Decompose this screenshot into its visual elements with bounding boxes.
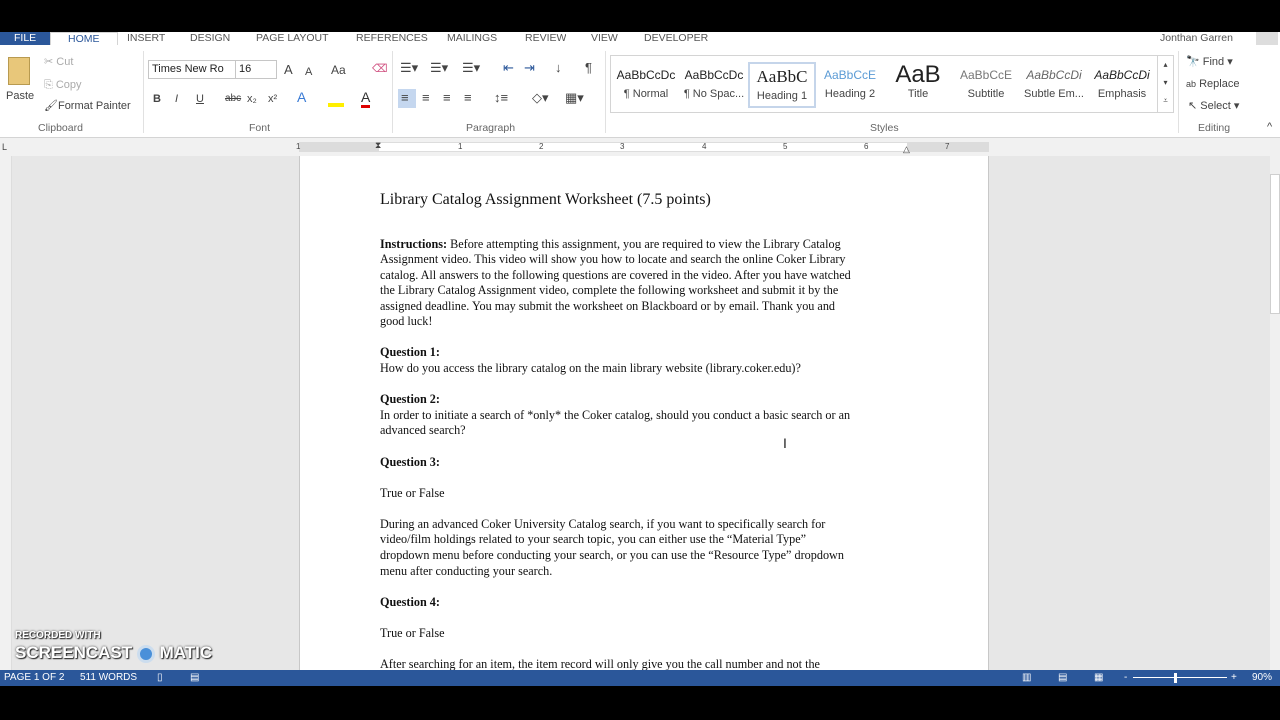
zoom-out-button[interactable]: - [1124, 672, 1128, 683]
collapse-ribbon-icon[interactable]: ^ [1267, 121, 1273, 133]
instructions-text: Before attempting this assignment, you are required to view the Library Catalog [447, 237, 841, 251]
divider [392, 51, 393, 133]
style-name: Subtle Em... [1024, 88, 1084, 100]
tab-view[interactable]: VIEW [591, 32, 618, 44]
tab-home[interactable]: HOME [50, 32, 118, 45]
style-preview: AaBbCcE [959, 68, 1013, 82]
italic-button[interactable]: I [175, 93, 179, 105]
screencast-watermark [15, 630, 212, 663]
paste-icon[interactable] [8, 57, 30, 85]
style-subtitle[interactable] [952, 62, 1020, 108]
tab-mailings[interactable]: MAILINGS [447, 32, 498, 44]
question-2-text: advanced search? [380, 423, 466, 437]
question-1-text: How do you access the library catalog on the main library website (library.coker.edu)? [380, 361, 801, 375]
vertical-ruler [0, 156, 12, 670]
style-name: Title [907, 88, 929, 100]
style-title[interactable] [884, 62, 952, 108]
copy-button[interactable] [44, 78, 82, 92]
show-formatting-button[interactable]: ¶ [585, 60, 592, 75]
copy-icon: ⎘ [44, 79, 56, 91]
ruler-number: 1 [458, 142, 463, 151]
style-preview: AaBbCcDi [1094, 68, 1150, 82]
zoom-in-button[interactable]: + [1231, 672, 1237, 683]
styles-scroll[interactable]: ▴ ▾ ⩡ [1157, 56, 1173, 112]
question-3-text: During an advanced Coker University Catalog search, if you want to specifically search for [380, 517, 826, 531]
right-indent-marker[interactable]: △ [903, 144, 910, 154]
tab-developer[interactable]: DEVELOPER [644, 32, 709, 44]
style-heading-1[interactable] [748, 62, 816, 108]
format-painter-button[interactable] [44, 99, 131, 113]
style-name: Heading 2 [824, 88, 876, 100]
horizontal-ruler[interactable] [0, 138, 1280, 156]
bold-button[interactable]: B [153, 93, 161, 105]
tab-review[interactable]: REVIEW [525, 32, 567, 44]
copy-label: Copy [55, 79, 82, 91]
format-painter-label: Format Painter [57, 100, 131, 112]
proofing-icon[interactable]: ▯ [157, 672, 163, 683]
clear-formatting-icon[interactable]: ⌫ [372, 63, 388, 75]
select-button[interactable]: ↖ Select ▾ [1188, 100, 1240, 112]
change-case-button[interactable]: Aa [331, 63, 346, 77]
paste-button[interactable]: Paste [6, 90, 35, 102]
style-preview: AaB [895, 62, 941, 88]
style-preview: AaBbCcDc [684, 68, 744, 82]
style-preview: AaBbCcE [823, 68, 877, 82]
multilevel-list-icon[interactable]: ☰▾ [462, 60, 481, 75]
ribbon [0, 45, 1280, 138]
question-1-label: Question 1: [380, 345, 440, 359]
font-color-button[interactable]: A [361, 90, 370, 108]
style-preview: AaBbC [756, 67, 808, 86]
instructions-line: good luck! [380, 314, 433, 328]
binoculars-icon: 🔭 [1186, 56, 1200, 68]
read-mode-icon[interactable]: ▥ [1022, 672, 1032, 683]
scissors-icon: ✂ [44, 56, 57, 68]
watermark-line: MATIC [159, 643, 213, 662]
line-spacing-icon[interactable]: ↕≡ [494, 90, 509, 105]
tab-selector-icon[interactable]: L [2, 142, 8, 152]
zoom-slider-thumb[interactable] [1174, 673, 1177, 683]
style-name: ¶ Normal [623, 88, 669, 100]
numbering-icon[interactable]: ☰▾ [430, 60, 449, 75]
cursor-icon: ↖ [1188, 100, 1198, 112]
find-button[interactable]: 🔭 Find ▾ [1186, 56, 1233, 68]
ruler-number: 6 [864, 142, 869, 151]
replace-button[interactable] [1186, 77, 1239, 91]
word-count[interactable]: 511 WORDS [80, 672, 138, 683]
style-subtle-emphasis[interactable] [1020, 62, 1088, 108]
styles-group-label: Styles [870, 122, 899, 134]
brush-icon: 🖌 [44, 100, 58, 112]
avatar[interactable] [1256, 32, 1278, 45]
instructions-label: Instructions: [380, 237, 448, 251]
tab-insert[interactable]: INSERT [127, 32, 166, 44]
page-count[interactable]: PAGE 1 OF 2 [4, 672, 65, 683]
style-emphasis[interactable] [1088, 62, 1156, 108]
divider [605, 51, 606, 133]
instructions-line: catalog. All answers to the following questions are covered in the video. After you have watched [380, 268, 851, 282]
instructions-line: the Library Catalog Assignment video, complete the following worksheet and submit it by the [380, 283, 839, 297]
shrink-font-button[interactable]: A [305, 66, 313, 78]
style-heading-2[interactable] [816, 62, 884, 108]
editing-group-label: Editing [1198, 122, 1231, 134]
style-name: ¶ No Spac... [683, 88, 745, 100]
text-cursor-icon: I [783, 435, 787, 451]
strikethrough-button[interactable]: abc [225, 93, 242, 104]
watermark-line: SCREENCAST [15, 643, 133, 662]
instructions-line: Assignment video. This video will show you how to locate and search the online Coker Library [380, 252, 846, 266]
instructions-line [380, 237, 841, 252]
style-name: Emphasis [1097, 88, 1147, 100]
highlight-color-icon[interactable] [328, 95, 344, 107]
style-preview: AaBbCcDi [1026, 68, 1082, 82]
text-effects-button[interactable]: A [297, 89, 307, 105]
vertical-scrollbar[interactable] [1270, 138, 1280, 670]
subscript-button[interactable]: x₂ [247, 93, 257, 105]
superscript-button[interactable]: x² [268, 93, 278, 105]
style-name: Subtitle [967, 88, 1005, 100]
underline-button[interactable]: U [196, 93, 204, 105]
replace-icon: ab [1186, 79, 1197, 89]
question-3-true-false: True or False [380, 486, 445, 500]
web-layout-icon[interactable]: ▦ [1094, 672, 1104, 683]
find-label: Find [1202, 56, 1225, 68]
question-2-label: Question 2: [380, 392, 440, 406]
bullets-icon[interactable]: ☰▾ [400, 60, 419, 75]
question-3-text: dropdown menu before conducting your search, or you can use the “Resource Type” dropdown [380, 548, 844, 562]
divider [1178, 51, 1179, 133]
align-right-icon[interactable]: ≡ [443, 90, 451, 105]
increase-indent-icon[interactable]: ⇥ [524, 60, 535, 75]
question-2-text: In order to initiate a search of *only* the Coker catalog, should you conduct a basic search or an [380, 408, 851, 422]
select-label: Select [1200, 100, 1231, 112]
question-3-text: video/film holdings related to your search topic, you can either use the “Material Type” [380, 532, 807, 546]
ruler-number: 7 [945, 142, 950, 151]
tab-page-layout[interactable]: PAGE LAYOUT [256, 32, 329, 44]
style-preview: AaBbCcDc [616, 68, 676, 82]
sort-icon[interactable]: ↓ [555, 60, 562, 75]
zoom-level[interactable]: 90% [1252, 672, 1273, 683]
replace-label: Replace [1199, 78, 1240, 90]
style-no-spacing[interactable] [680, 62, 748, 108]
ruler-number: 1 [296, 142, 301, 151]
document-title: Library Catalog Assignment Worksheet (7.5 points) [380, 191, 711, 208]
cut-label: Cut [56, 56, 74, 68]
font-name-select[interactable]: Times New Ro [148, 60, 236, 79]
instructions-line: assigned deadline. You may submit the worksheet on Blackboard or by email. Thank you and [380, 299, 836, 313]
ruler-number: 3 [620, 142, 625, 151]
align-left-icon: ≡ [401, 90, 409, 105]
grow-font-button[interactable]: A [284, 62, 293, 77]
user-name[interactable]: Jonthan Garren [1160, 32, 1233, 44]
indent-marker[interactable]: ⧗ [375, 140, 382, 150]
print-layout-icon[interactable]: ▤ [1058, 672, 1068, 683]
question-3-text: menu after conducting your search. [380, 564, 553, 578]
ruler-number: 5 [783, 142, 788, 151]
question-4-text: After searching for an item, the item record will only give you the call number and not the [380, 657, 820, 670]
document-page[interactable] [299, 156, 989, 670]
font-group-label: Font [249, 122, 271, 134]
style-normal[interactable] [612, 62, 680, 108]
question-3-label: Question 3: [380, 455, 440, 469]
screencast-logo-icon [137, 645, 155, 663]
cut-button[interactable] [44, 55, 73, 69]
style-name: Heading 1 [756, 90, 808, 102]
document-canvas[interactable] [12, 156, 1270, 670]
justify-icon[interactable]: ≡ [464, 90, 472, 105]
font-size-select[interactable]: 16 [235, 60, 277, 79]
paragraph-group-label: Paragraph [466, 122, 516, 134]
borders-icon[interactable]: ▦▾ [565, 90, 584, 105]
tab-design[interactable]: DESIGN [190, 32, 231, 44]
status-bar [0, 670, 1280, 686]
macro-icon[interactable]: ▤ [190, 672, 200, 683]
scrollbar-thumb[interactable] [1270, 174, 1280, 314]
tab-file[interactable]: FILE [0, 32, 50, 45]
clipboard-group-label: Clipboard [38, 122, 83, 134]
shading-icon[interactable]: ◇▾ [532, 90, 549, 105]
tab-references[interactable]: REFERENCES [356, 32, 428, 44]
align-center-icon[interactable]: ≡ [422, 90, 430, 105]
ruler-number: 2 [539, 142, 544, 151]
decrease-indent-icon[interactable]: ⇤ [503, 60, 514, 75]
ribbon-tabs [0, 32, 1280, 45]
divider [143, 51, 144, 133]
zoom-slider[interactable] [1133, 677, 1227, 678]
question-4-true-false: True or False [380, 626, 445, 640]
watermark-line: RECORDED WITH [15, 630, 101, 641]
ruler-number: 4 [702, 142, 707, 151]
question-4-label: Question 4: [380, 595, 440, 609]
